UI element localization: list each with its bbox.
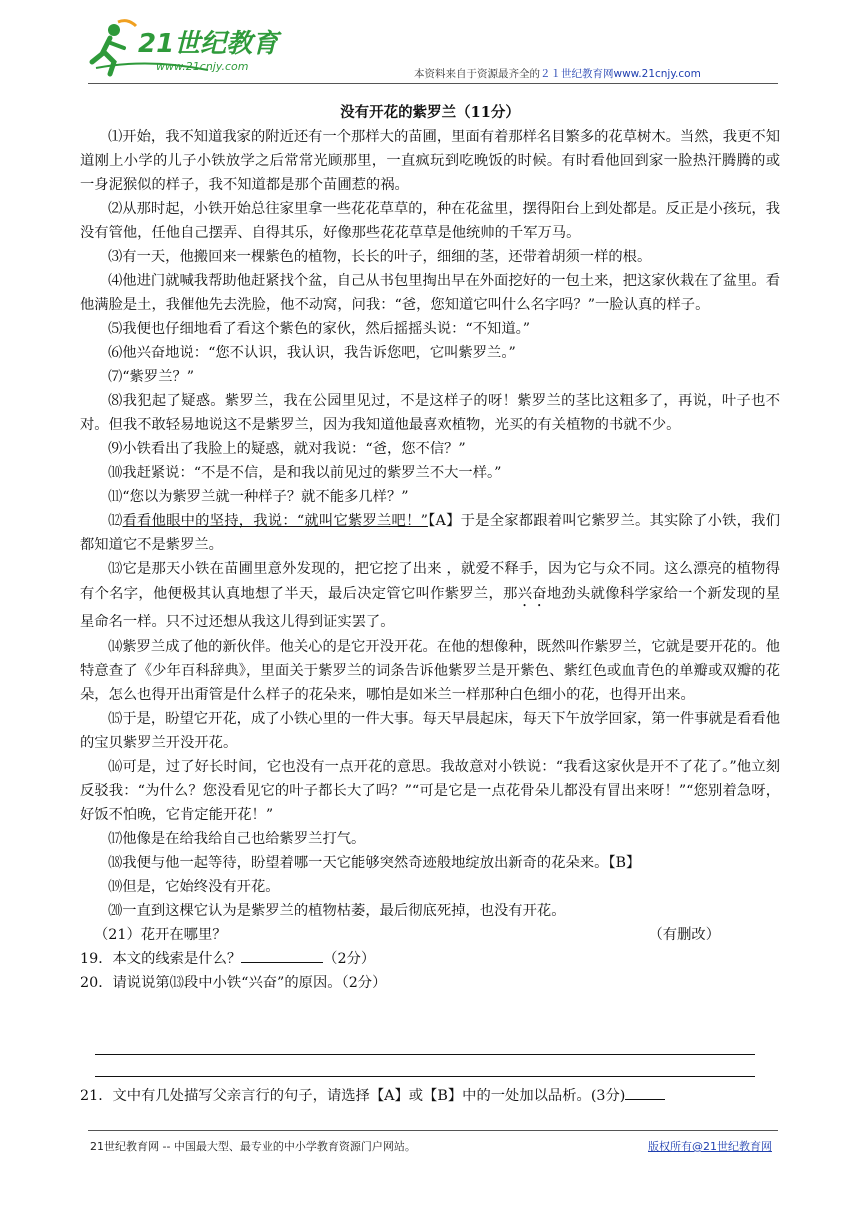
answer-line-1[interactable] [95,1054,755,1055]
answer-line-2[interactable] [95,1076,755,1077]
paragraph-10: ⑽我赶紧说：“不是不信，是和我以前见过的紫罗兰不大一样。” [108,465,502,481]
paragraph-17: ⒄他像是在给我给自己也给紫罗兰打气。 [108,831,366,847]
paragraph-11: ⑾“您以为紫罗兰就一种样子？就不能多几样？” [108,489,409,505]
question-21-text: 21．文中有几处描写父亲言行的句子，请选择【A】或【B】中的一处加以品析。(3分) [80,1088,626,1104]
paragraph-18: ⒅我便与他一起等待，盼望着哪一天它能够突然奇迹般地绽放出新奇的花朵来。【B】 [108,855,641,871]
footer-copyright-link[interactable]: 版权所有@21世纪教育网 [648,1140,772,1153]
dotted-word-excited: 兴奋 [517,586,547,602]
paragraph-12-marker: ⑿ [108,513,123,529]
tag-a: 【A】 [427,513,461,529]
header-note [414,66,701,81]
paragraph-9: ⑼小铁看出了我脸上的疑惑，就对我说：“爸，您不信？” [108,441,466,457]
paragraph-12-rest: 于是全家都跟着叫它紫罗兰。其实除了小铁，我们都知道它不是紫罗兰。 [80,513,781,553]
footer-divider [88,1130,778,1131]
footer-text: 21世纪教育网 -- 中国最大型、最专业的中小学教育资源门户网站。 [90,1140,416,1153]
header-note-url[interactable]: www.21cnjy.com [613,68,701,80]
paragraph-8: ⑻我犯起了疑惑。紫罗兰，我在公园里见过，不是这样子的呀！紫罗兰的茎比这粗多了，再说，叶子也不对。但我不敢轻易地说这不是紫罗兰，因为我知道他最喜欢植物，光买的有关植物的书就不少。 [80,393,780,433]
paragraph-16: ⒃可是，过了好长时间，它也没有一点开花的意思。我故意对小铁说：“我看这家伙是开不了花了。”他立刻反驳我：“为什么？您没看见它的叶子都长大了吗？”“可是它是一点花骨朵儿都没有冒出来呀！”“您别着急呀，好饭不怕晚，它肯定能开花！” [80,759,780,823]
logo-url: www.21cnjy.com [156,60,249,73]
paragraph-4: ⑷他进门就喊我帮助他赶紧找个盆，自己从书包里掏出早在外面挖好的一包土来，把这家伙栽在了盆里。看他满脸是土，我催他先去洗脸，他不动窝，问我：“爸，您知道它叫什么名字吗？”一脸认真的样子。 [80,273,780,313]
logo-text: 21世纪教育 [138,29,279,59]
paragraph-12 [80,509,780,557]
page-header [0,0,860,84]
question-19-score: （2分） [323,951,376,967]
paragraph-15: ⒂于是，盼望它开花，成了小铁心里的一件大事。每天早晨起床，每天下午放学回家，第一件事就是看看他的宝贝紫罗兰开没开花。 [80,711,780,751]
paragraph-21 [80,923,780,947]
paragraph-2: ⑵从那时起，小铁开始总往家里拿一些花花草草的，种在花盆里，摆得阳台上到处都是。反正是小孩玩，我没有管他，任他自己摆弄、自得其乐，好像那些花花草草是他统帅的千军万马。 [80,201,780,241]
paragraph-13 [80,557,780,635]
site-logo [88,18,288,80]
article-title: 没有开花的紫罗兰（11分） [340,104,520,121]
paragraph-6: ⑹他兴奋地说：“您不认识，我认识，我告诉您吧，它叫紫罗兰。” [108,345,516,361]
paragraph-3: ⑶有一天，他搬回来一棵紫色的植物，长长的叶子，细细的茎，还带着胡须一样的根。 [108,249,652,265]
header-divider [88,83,778,84]
paragraph-1: ⑴开始，我不知道我家的附近还有一个那样大的苗圃，里面有着那样名目繁多的花草树木。当然，我更不知道刚上小学的儿子小铁放学之后常常光顾那里，一直疯玩到吃晚饭的时候。有时看他回到家一脸热汗腾腾的或一身泥猴似的样子，我不知道都是那个苗圃惹的祸。 [80,129,780,193]
paragraph-19: ⒆但是，它始终没有开花。 [108,879,280,895]
question-20: 20．请说说第⒀段中小铁“兴奋”的原因。（2分） [80,975,387,991]
question-19 [80,947,780,971]
sentence-a: 看看他眼中的坚持，我说：“就叫它紫罗兰吧！” [122,513,428,529]
question-21 [80,1084,780,1108]
question-19-answer-blank[interactable] [241,948,323,963]
paragraph-14: ⒁紫罗兰成了他的新伙伴。他关心的是它开没开花。在他的想像种，既然叫作紫罗兰，它就是要开花的。他特意查了《少年百科辞典》，里面关于紫罗兰的词条告诉他紫罗兰是开紫色、紫红色或血青色的单瓣或双瓣的花朵，怎么也得开出甭管是什么样子的花朵来，哪怕是如米兰一样那种白色细小的花，也得开出来。 [80,639,780,703]
paragraph-13-after: 地劲头就像科学家给一个新发现的星星命名一样。只不过还想从我这儿得到证实罢了。 [80,586,781,630]
article-body [80,101,780,995]
question-21-answer-blank[interactable] [625,1085,665,1100]
paragraph-7: ⑺“紫罗兰？” [108,369,195,385]
header-note-site: ２１世纪教育网 [540,68,614,80]
paragraph-20: ⒇一直到这棵它认为是紫罗兰的植物枯萎，最后彻底死掉，也没有开花。 [108,903,566,919]
revision-note: （有删改） [648,927,720,943]
paragraph-13-before: ⒀它是那天小铁在苗圃里意外发现的，把它挖了出来 ，就爱不释手，因为它与众不同。这么漂亮的植物得有个名字，他便极其认真地想了半天，最后决定管它叫作紫罗兰，那 [80,561,780,602]
paragraph-21-text: （21）花开在哪里？ [94,927,227,943]
paragraph-5: ⑸我便也仔细地看了看这个紫色的家伙，然后摇摇头说：“不知道。” [108,321,531,337]
header-note-prefix: 本资料来自于资源最齐全的 [414,68,540,80]
question-19-text: 19．本文的线索是什么？ [80,951,242,967]
